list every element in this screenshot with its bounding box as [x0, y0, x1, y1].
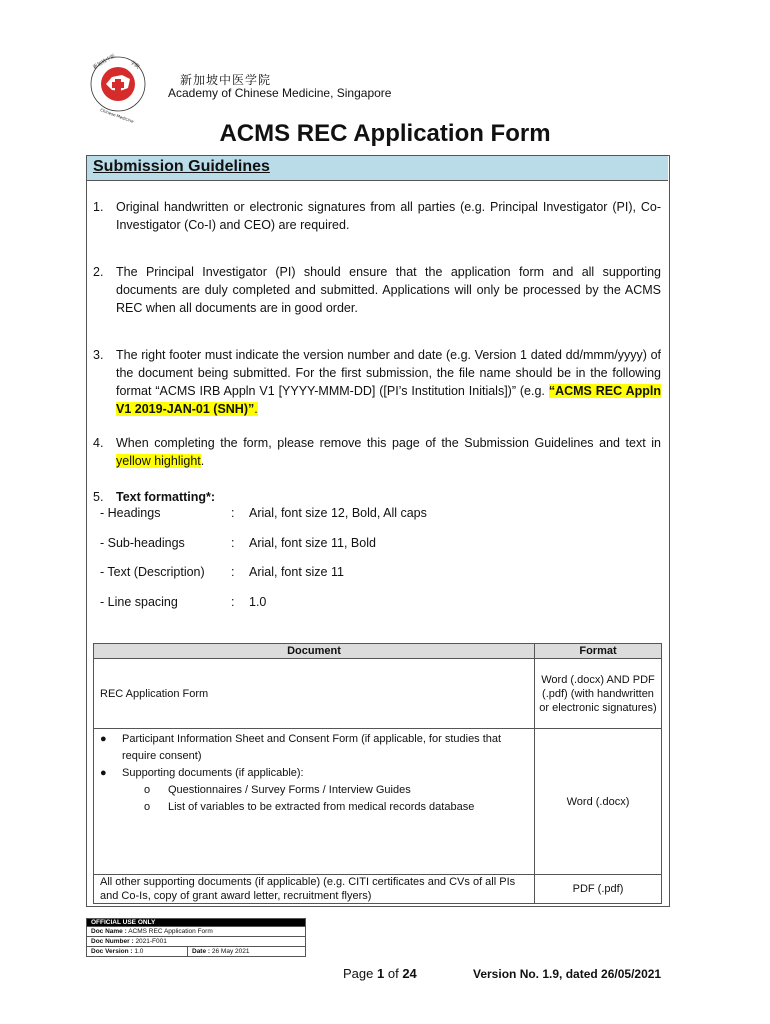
format-cell: PDF (.pdf) — [535, 875, 662, 904]
format-cell: Word (.docx) — [535, 729, 662, 875]
academy-logo — [86, 53, 156, 124]
document-cell: REC Application Form — [94, 659, 535, 729]
org-name-chinese: 新加坡中医学院 — [180, 73, 272, 87]
svg-text:新加坡中医: 新加坡中医 — [92, 53, 117, 71]
list-item: ● Participant Information Sheet and Consent Form (if applicable, for studies that require consent) — [98, 731, 528, 765]
item-text: Text formatting*: — [116, 490, 216, 504]
sub-list-item: o Questionnaires / Survey Forms / Interview Guides — [98, 782, 528, 799]
item-text: The Principal Investigator (PI) should ensure that the application form and all supporting documents are duly completed and submitted. Applications will only be processed by the ACMS REC when all documents are in good order. — [116, 265, 661, 315]
guideline-item-2 — [93, 263, 661, 317]
org-name-english: Academy of Chinese Medicine, Singapore — [168, 86, 392, 100]
document-cell — [94, 729, 535, 875]
page-title: ACMS REC Application Form — [219, 120, 551, 147]
table-row — [94, 875, 662, 904]
doc-date-cell: Date : 26 May 2021 — [188, 947, 306, 957]
doc-version-cell: Doc Version : 1.0 — [87, 947, 188, 957]
doc-name-cell: Doc Name : ACMS REC Application Form — [87, 927, 306, 937]
item-number: 5. — [93, 490, 104, 504]
item-text: Original handwritten or electronic signatures from all parties (e.g. Principal Investigator (PI), Co-Investigator (Co-I) and CEO) are required. — [116, 200, 661, 232]
filename-example-highlight: “ACMS REC Appln V1 2019-JAN-01 (SNH)” — [116, 384, 661, 416]
guidelines-heading-bar — [87, 156, 668, 181]
item-number: 2. — [93, 265, 104, 279]
sub-list-item: o List of variables to be extracted from medical records database — [98, 799, 528, 816]
table-header-row — [94, 644, 662, 659]
guideline-item-5 — [93, 488, 661, 506]
table-row — [94, 659, 662, 729]
item-number: 1. — [93, 200, 104, 214]
item-text: When completing the form, please remove this page of the Submission Guidelines and text in yellow highlight. — [116, 436, 661, 468]
doc-number-cell: Doc Number : 2021-F001 — [87, 937, 306, 947]
guideline-item-3 — [93, 346, 661, 418]
svg-text:学院: 学院 — [128, 59, 141, 71]
item-number: 4. — [93, 436, 104, 450]
page-number: Page 1 of 24 — [343, 966, 417, 981]
guideline-item-1 — [93, 198, 661, 234]
table-row — [94, 729, 662, 875]
version-footer: Version No. 1.9, dated 26/05/2021 — [473, 967, 662, 981]
document-cell: All other supporting documents (if applicable) (e.g. CITI certificates and CVs of all PIs and Co-Is, copy of grant award letter, recruitment flyers) — [94, 875, 535, 904]
item-number: 3. — [93, 348, 104, 362]
official-use-table — [86, 918, 306, 957]
list-item: ● Supporting documents (if applicable): — [98, 765, 528, 782]
column-header-document: Document — [94, 644, 535, 659]
document-format-table — [93, 643, 662, 904]
official-use-header: OFFICIAL USE ONLY — [87, 919, 306, 927]
format-cell: Word (.docx) AND PDF (.pdf) (with handwritten or electronic signatures) — [535, 659, 662, 729]
column-header-format: Format — [535, 644, 662, 659]
guideline-item-4 — [93, 434, 661, 470]
yellow-highlight-text: yellow highlight — [116, 454, 201, 468]
svg-text:Chinese Medicine: Chinese Medicine — [99, 107, 135, 124]
guidelines-heading: Submission Guidelines — [93, 158, 270, 175]
item-text: The right footer must indicate the version number and date (e.g. Version 1 dated dd/mmm/yyyy) of the document being submitted. For the first submission, the file name should be in the following format “ACMS IRB Appln V1 [YYYY-MMM-DD] ([PI’s Institution Initials])” (e.g. “ACMS REC Appln V1 2019-JAN-01 (SNH)”. — [116, 348, 661, 416]
